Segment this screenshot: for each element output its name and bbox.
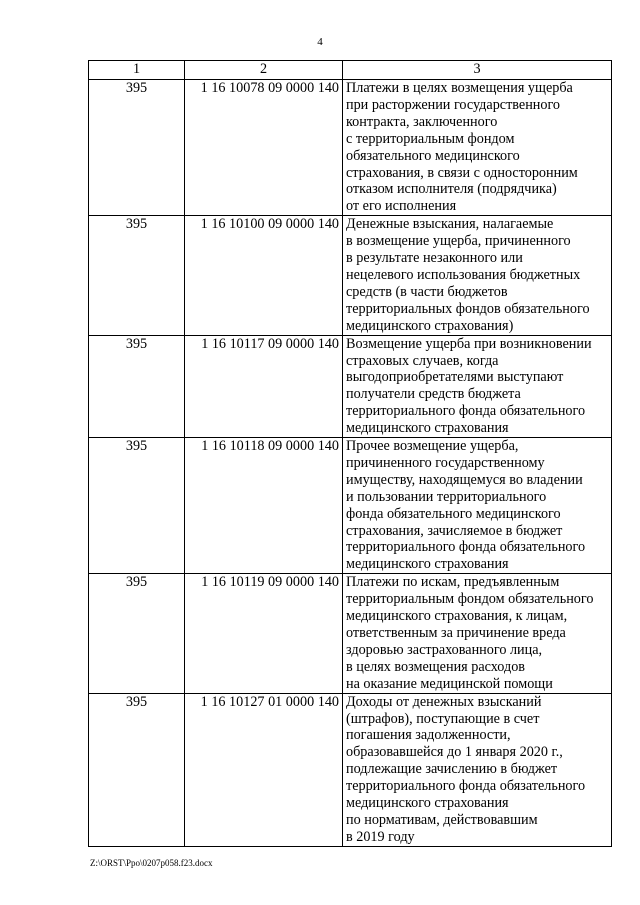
- description-line: страхования, в связи с односторонним: [346, 164, 578, 181]
- description-line: страховых случаев, когда: [346, 352, 499, 369]
- description-line: имуществу, находящемуся во владении: [346, 471, 583, 488]
- description-cell: [343, 216, 612, 335]
- description-line: (штрафов), поступающие в счет: [346, 710, 540, 727]
- description-line: Доходы от денежных взысканий: [346, 693, 542, 710]
- description-line: с территориальным фондом: [346, 130, 515, 147]
- description-line: по нормативам, действовавшим: [346, 811, 538, 828]
- description-line: в целях возмещения расходов: [346, 658, 525, 675]
- description-line: медицинского страхования): [346, 317, 514, 334]
- budget-code-cell: 1 16 10127 01 0000 140: [185, 693, 343, 846]
- description-cell: [343, 80, 612, 216]
- description-line: медицинского страхования: [346, 795, 509, 812]
- description-line: от его исполнения: [346, 198, 457, 215]
- admin-code-cell: 395: [89, 216, 185, 335]
- table-header-row: [89, 61, 612, 80]
- header-col-2: 2: [185, 61, 343, 80]
- description-line: здоровью застрахованного лица,: [346, 641, 543, 658]
- description-line: Платежи в целях возмещения ущерба: [346, 80, 573, 96]
- description-line: Денежные взыскания, налагаемые: [346, 216, 554, 233]
- description-line: подлежащие зачислению в бюджет: [346, 761, 558, 778]
- table-row: [89, 574, 612, 693]
- description-line: при расторжении государственного: [346, 96, 561, 113]
- description-line: в возмещение ущерба, причиненного: [346, 233, 571, 250]
- description-line: и пользовании территориального: [346, 488, 547, 505]
- footer-file-path: Z:\ORST\Ppo\0207p058.f23.docx: [90, 858, 213, 868]
- description-line: территориального фонда обязательного: [346, 539, 586, 556]
- description-cell: [343, 693, 612, 846]
- budget-code-cell: 1 16 10100 09 0000 140: [185, 216, 343, 335]
- description-line: погашения задолженности,: [346, 727, 511, 744]
- description-line: контракта, заключенного: [346, 113, 498, 130]
- header-col-1: 1: [89, 61, 185, 80]
- description-line: обязательного медицинского: [346, 147, 520, 164]
- admin-code-cell: 395: [89, 335, 185, 437]
- description-line: причиненного государственному: [346, 454, 545, 471]
- description-line: нецелевого использования бюджетных: [346, 266, 581, 283]
- page-number: 4: [317, 36, 323, 48]
- description-line: образовавшейся до 1 января 2020 г.,: [346, 744, 563, 761]
- description-line: Платежи по искам, предъявленным: [346, 574, 560, 591]
- description-line: получатели средств бюджета: [346, 386, 521, 403]
- table-row: [89, 438, 612, 574]
- budget-code-cell: 1 16 10117 09 0000 140: [185, 335, 343, 437]
- description-line: в результате незаконного или: [346, 250, 523, 267]
- table-row: [89, 80, 612, 216]
- description-line: территориального фонда обязательного: [346, 403, 586, 420]
- header-col-3: 3: [343, 61, 612, 80]
- description-line: средств (в части бюджетов: [346, 283, 508, 300]
- description-line: в 2019 году: [346, 828, 415, 845]
- budget-code-cell: 1 16 10118 09 0000 140: [185, 438, 343, 574]
- admin-code-cell: 395: [89, 80, 185, 216]
- description-line: медицинского страхования: [346, 420, 509, 437]
- admin-code-cell: 395: [89, 574, 185, 693]
- table-row: [89, 216, 612, 335]
- description-line: отказом исполнителя (подрядчика): [346, 181, 557, 198]
- description-line: медицинского страхования, к лицам,: [346, 608, 568, 625]
- description-line: страхования, зачисляемое в бюджет: [346, 522, 563, 539]
- description-line: территориальным фондом обязательного: [346, 591, 594, 608]
- description-line: медицинского страхования: [346, 556, 509, 573]
- budget-code-cell: 1 16 10119 09 0000 140: [185, 574, 343, 693]
- description-line: на оказание медицинской помощи: [346, 675, 553, 692]
- description-line: ответственным за причинение вреда: [346, 625, 566, 641]
- budget-codes-table: [88, 60, 612, 847]
- description-line: территориального фонда обязательного: [346, 778, 586, 795]
- description-line: территориальных фондов обязательного: [346, 300, 590, 317]
- description-cell: [343, 438, 612, 574]
- description-line: Возмещение ущерба при возникновении: [346, 335, 592, 352]
- table-row: [89, 693, 612, 846]
- admin-code-cell: 395: [89, 693, 185, 846]
- budget-code-cell: 1 16 10078 09 0000 140: [185, 80, 343, 216]
- description-line: фонда обязательного медицинского: [346, 505, 561, 522]
- description-cell: [343, 574, 612, 693]
- admin-code-cell: 395: [89, 438, 185, 574]
- table-row: [89, 335, 612, 437]
- description-cell: [343, 335, 612, 437]
- table-body: [89, 80, 612, 847]
- description-line: Прочее возмещение ущерба,: [346, 438, 519, 455]
- description-line: выгодоприобретателями выступают: [346, 369, 564, 386]
